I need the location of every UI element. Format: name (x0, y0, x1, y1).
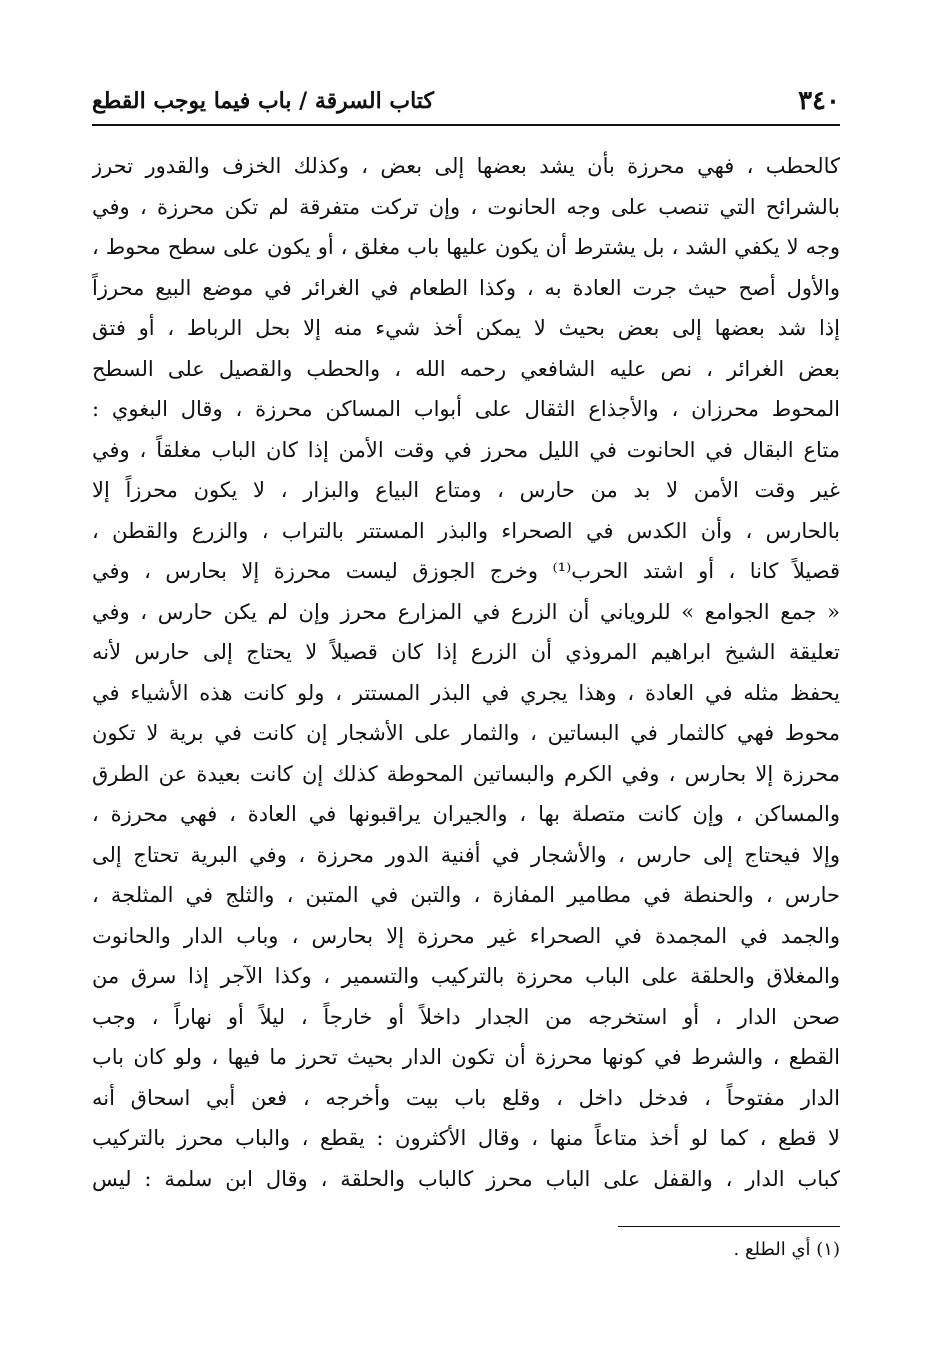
text-line: والمغلاق والحلقة على الباب محرزة بالتركيب والتسمير ، وكذا الآجر إذا سرق من (92, 964, 840, 988)
text-line: تعليقة الشيخ ابراهيم المروذي أن الزرع إذا كان قصيلاً لا يحتاج إلى حارس لأنه (92, 640, 840, 664)
text-line: والمساكن ، وإن كانت متصلة بها ، والجيران يراقبونها في العادة ، فهي محرزة ، (92, 802, 840, 826)
text-line: صحن الدار ، أو استخرجه من الجدار داخلاً أو خارجاً ، ليلاً أو نهاراً ، وجب (92, 1004, 840, 1029)
text-line: يحفظ مثله في العادة ، وهذا يجري في البذر المستتر ، ولو كانت هذه الأشياء في (92, 680, 840, 705)
text-line: وإلا فيحتاج إلى حارس ، والأشجار في أفنية الدور محرزة ، وفي البرية تحتاج إلى (92, 842, 840, 867)
text-line: والأول أصح حيث جرت العادة به ، وكذا الطعام في الغرائر في موضع البيع محرزاً (92, 275, 840, 300)
body-text (92, 146, 840, 1199)
header-rule (92, 124, 840, 126)
text-line: « جمع الجوامع » للروياني أن الزرع في المزارع محرز وإن لم يكن حارس ، وفي (92, 599, 840, 624)
text-line: حارس ، والحنطة في مطامير المفازة ، والتبن في المتبن ، والثلج في المثلجة ، (92, 883, 840, 907)
footnote-rule (618, 1226, 840, 1227)
footnote: (١) أي الطلع . (733, 1239, 840, 1260)
text-line: كباب الدار ، والقفل على الباب محرز كالباب والحلقة ، وقال ابن سلمة : ليس (92, 1166, 840, 1191)
page-number: ٣٤٠ (798, 86, 840, 116)
text-line: الدار مفتوحاً ، فدخل داخل ، وقلع باب بيت وأخرجه ، فعن أبي اسحاق أنه (92, 1085, 840, 1110)
page-header (92, 84, 840, 124)
text-line: بالحارس ، وأن الكدس في الصحراء والبذر المستتر بالتراب ، والزرع والقطن ، (92, 518, 840, 543)
text-line: بعض الغرائر ، نص عليه الشافعي رحمه الله ، والحطب والقصيل على السطح (92, 356, 840, 381)
text-line: محوط فهي كالثمار في البساتين ، والثمار على الأشجار إن كانت في برية لا تكون (92, 721, 840, 745)
text-line: محرزة إلا بحارس ، وفي الكرم والبساتين المحوطة كذلك إن كانت بعيدة عن الطرق (92, 761, 840, 786)
text-line: إذا شد بعضها إلى بعض بحيث لا يمكن أخذ شيء منه إلا بحل الرباط ، أو فتق (92, 316, 840, 340)
text-line: والجمد في المجمدة في الصحراء غير محرزة إلا بحارس ، وباب الدار والحانوت (92, 923, 840, 948)
text-line: بالشرائح التي تنصب على وجه الحانوت ، وإن تركت متفرقة لم تكن محرزة ، وفي (92, 194, 840, 219)
text-line: متاع البقال في الحانوت في الليل محرز في وقت الأمن إذا كان الباب مغلقاً ، وفي (92, 437, 840, 462)
text-line: القطع ، والشرط في كونها محرزة أن تكون الدار بحيث تحرز ما فيها ، ولو كان باب (92, 1045, 840, 1069)
text-line: كالحطب ، فهي محرزة بأن يشد بعضها إلى بعض ، وكذلك الخزف والقدور تحرز (92, 154, 840, 178)
text-line: غير وقت الأمن لا بد من حارس ، ومتاع البياع والبزار ، لا يكون محرزاً إلا (92, 478, 840, 502)
text-line: قصيلاً كانا ، أو اشتد الحرب⁽¹⁾ وخرج الجوزق ليست محرزة إلا بحارس ، وفي (92, 559, 840, 583)
text-line: لا قطع ، كما لو أخذ متاعاً منها ، وقال الأكثرون : يقطع ، والباب محرز بالتركيب (92, 1126, 840, 1150)
text-line: وجه لا يكفي الشد ، بل يشترط أن يكون عليها باب مغلق ، أو يكون على سطح محوط ، (92, 235, 840, 259)
text-line: المحوط محرزان ، والأجذاع الثقال على أبواب المساكن محرزة ، وقال البغوي : (92, 397, 840, 421)
running-title: كتاب السرقة / باب فيما يوجب القطع (92, 88, 434, 114)
